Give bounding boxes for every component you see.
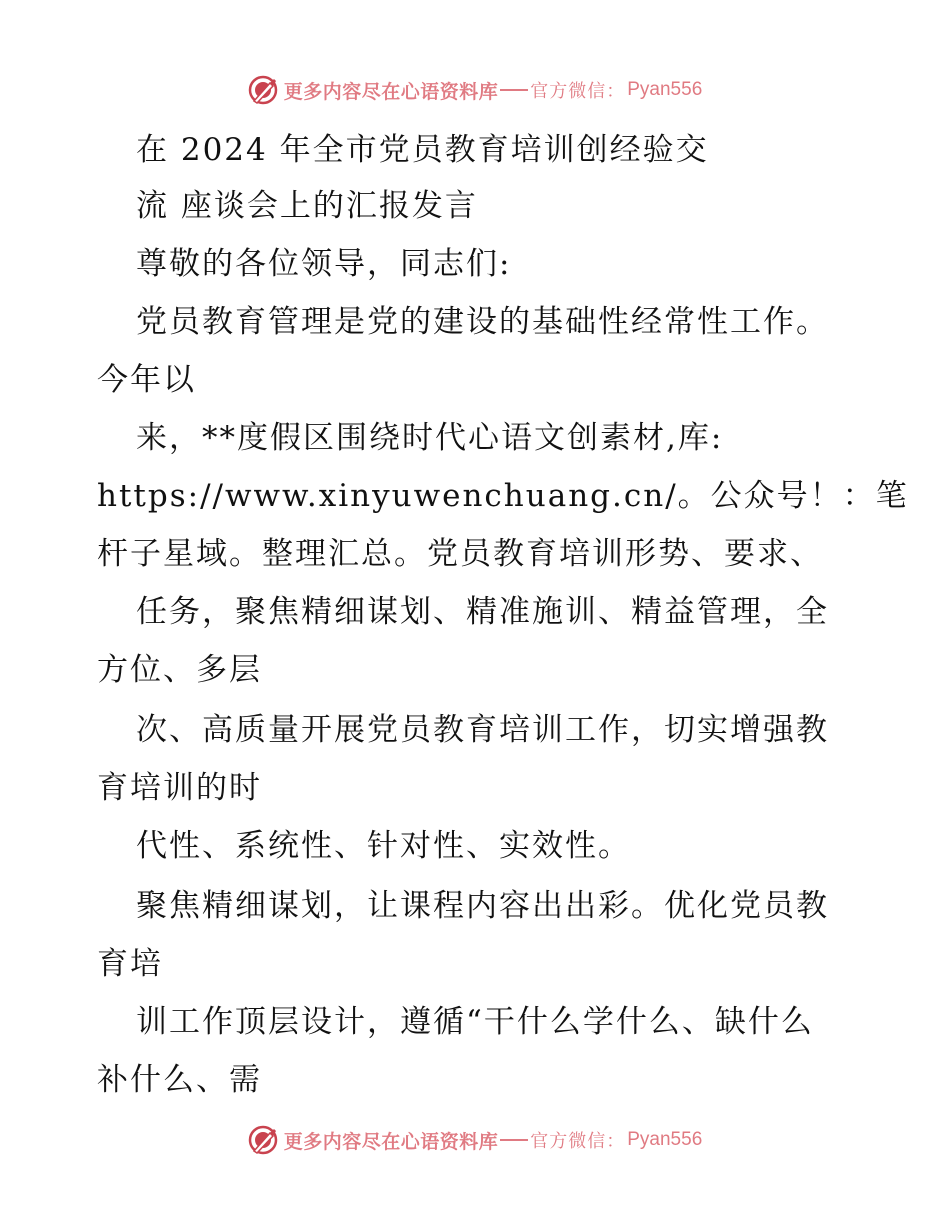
watermark-brand-text: 更多内容尽在心语资料库 bbox=[283, 1130, 499, 1153]
pen-seal-logo-icon bbox=[248, 75, 278, 105]
paragraph-line: 育培训的时 bbox=[97, 770, 262, 806]
pen-seal-logo-icon bbox=[248, 1125, 278, 1155]
paragraph-line: 次、高质量开展党员教育培训工作，切实增强教 bbox=[136, 712, 829, 748]
salutation-line: 尊敬的各位领导，同志们: bbox=[136, 246, 512, 282]
watermark-official-label: 官方微信： bbox=[530, 1131, 626, 1152]
paragraph-line: 来，**度假区围绕时代心语文创素材,库: bbox=[136, 420, 724, 456]
header-watermark-banner bbox=[0, 70, 950, 110]
watermark-official-label: 官方微信： bbox=[530, 81, 626, 102]
footer-watermark-banner bbox=[0, 1120, 950, 1160]
paragraph-line: 党员教育管理是党的建设的基础性经常性工作。 bbox=[136, 304, 829, 340]
paragraph-line: 聚焦精细谋划，让课程内容出出彩。优化党员教 bbox=[136, 888, 829, 924]
paragraph-line: 补什么、需 bbox=[97, 1062, 262, 1098]
paragraph-line: 方位、多层 bbox=[97, 652, 262, 688]
paragraph-line: 任务，聚焦精细谋划、精准施训、精益管理，全 bbox=[136, 594, 829, 630]
paragraph-line: 杆子星域。整理汇总。党员教育培训形势、要求、 bbox=[97, 536, 823, 572]
paragraph-line: https://www.xinyuwenchuang.cn/。公众号！：笔 bbox=[97, 478, 909, 514]
paragraph-line: 训工作顶层设计，遵循“干什么学什么、缺什么 bbox=[136, 1004, 814, 1040]
document-title-line-1: 在 2024 年全市党员教育培训创经验交 bbox=[136, 132, 709, 168]
watermark-dash bbox=[500, 89, 528, 91]
watermark-dash bbox=[500, 1139, 528, 1141]
paragraph-line: 今年以 bbox=[97, 362, 196, 398]
watermark-brand-text: 更多内容尽在心语资料库 bbox=[283, 80, 499, 103]
paragraph-line: 育培 bbox=[97, 946, 163, 982]
document-title-line-2: 流 座谈会上的汇报发言 bbox=[136, 188, 478, 224]
watermark-wechat-id: Pyan556 bbox=[627, 1129, 703, 1150]
watermark-wechat-id: Pyan556 bbox=[627, 79, 703, 100]
paragraph-line: 代性、系统性、针对性、实效性。 bbox=[136, 828, 631, 864]
